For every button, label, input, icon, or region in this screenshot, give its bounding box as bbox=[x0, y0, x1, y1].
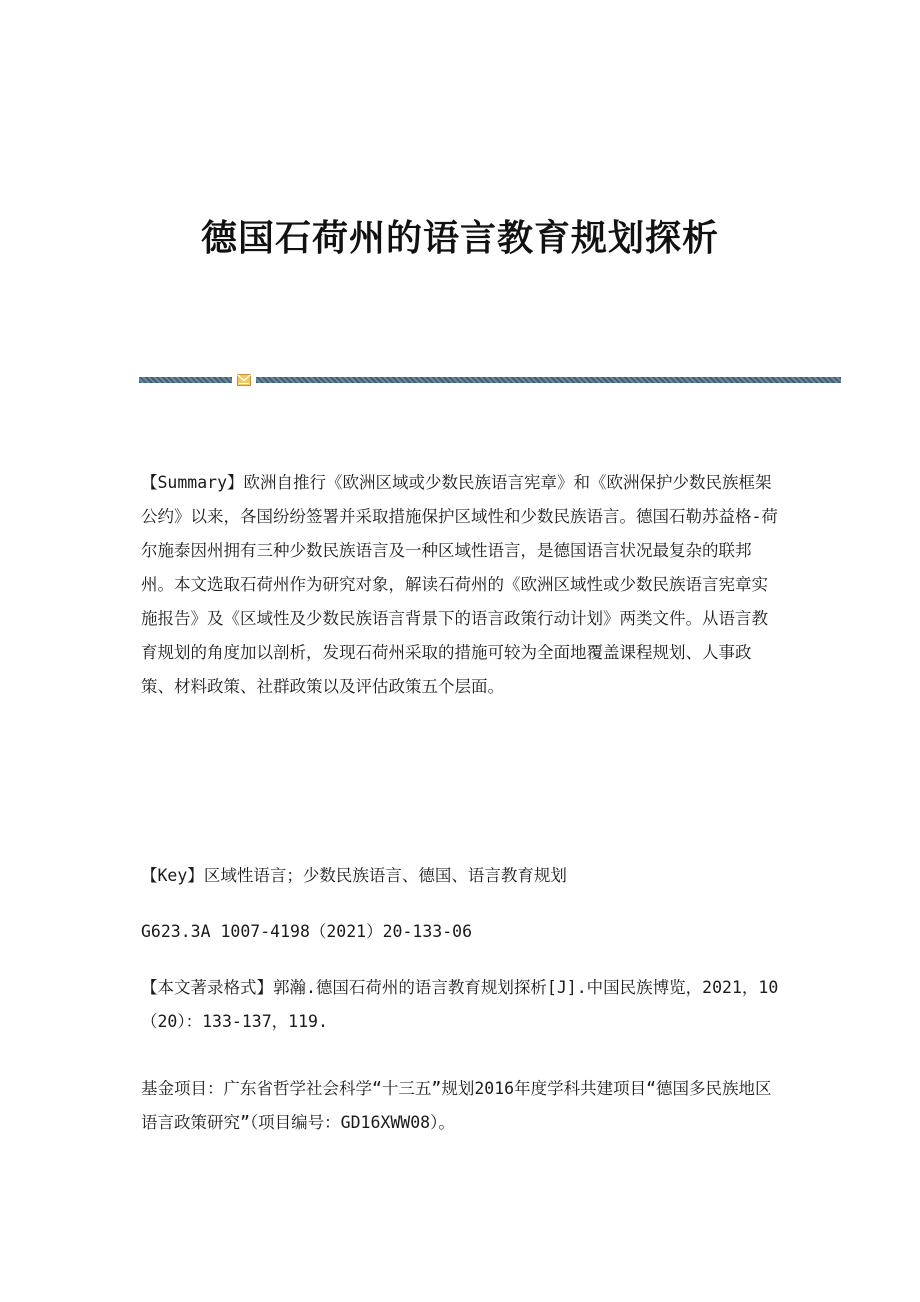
classification-text: G623.3A 1007-4198（2021）20-133-06 bbox=[141, 922, 473, 941]
citation-section bbox=[141, 971, 781, 1039]
summary-text: 欧洲自推行《欧洲区域或少数民族语言宪章》和《欧洲保护少数民族框架公约》以来，各国纷纷签署并采取措施保护区域性和少数民族语言。德国石勒苏益格-荷尔施泰因州拥有三种少数民族语言及一种区域性语言，是德国语言状况最复杂的联邦州。本文选取石荷州作为研究对象，解读石荷州的《欧洲区域性或少数民族语言宪章实施报告》及《区域性及少数民族语言背景下的语言政策行动计划》两类文件。从语言教育规划的角度加以剖析，发现石荷州采取的措施可较为全面地覆盖课程规划、人事政策、材料政策、社群政策以及评估政策五个层面。 bbox=[141, 473, 778, 696]
divider-bar-left bbox=[139, 377, 232, 383]
keywords-section bbox=[141, 859, 781, 893]
classification-section bbox=[141, 915, 781, 949]
page-title: 德国石荷州的语言教育规划探析 bbox=[200, 217, 719, 259]
summary-section bbox=[141, 466, 781, 704]
citation-label: 【本文著录格式】 bbox=[141, 978, 273, 997]
envelope-icon bbox=[237, 374, 251, 386]
fund-section bbox=[141, 1072, 781, 1140]
title-divider bbox=[139, 374, 841, 386]
citation-text: 郭瀚.德国石荷州的语言教育规划探析[J].中国民族博览，2021，10（20）：133-137，119. bbox=[141, 978, 779, 1031]
fund-text: 基金项目：广东省哲学社会科学“十三五”规划2016年度学科共建项目“德国多民族地区语言政策研究”（项目编号：GD16XWW08）。 bbox=[141, 1079, 772, 1132]
divider-bar-right bbox=[256, 377, 841, 383]
keywords-label: 【Key】 bbox=[141, 866, 204, 885]
keywords-text: 区域性语言；少数民族语言、德国、语言教育规划 bbox=[203, 866, 567, 885]
summary-label: 【Summary】 bbox=[141, 473, 244, 492]
